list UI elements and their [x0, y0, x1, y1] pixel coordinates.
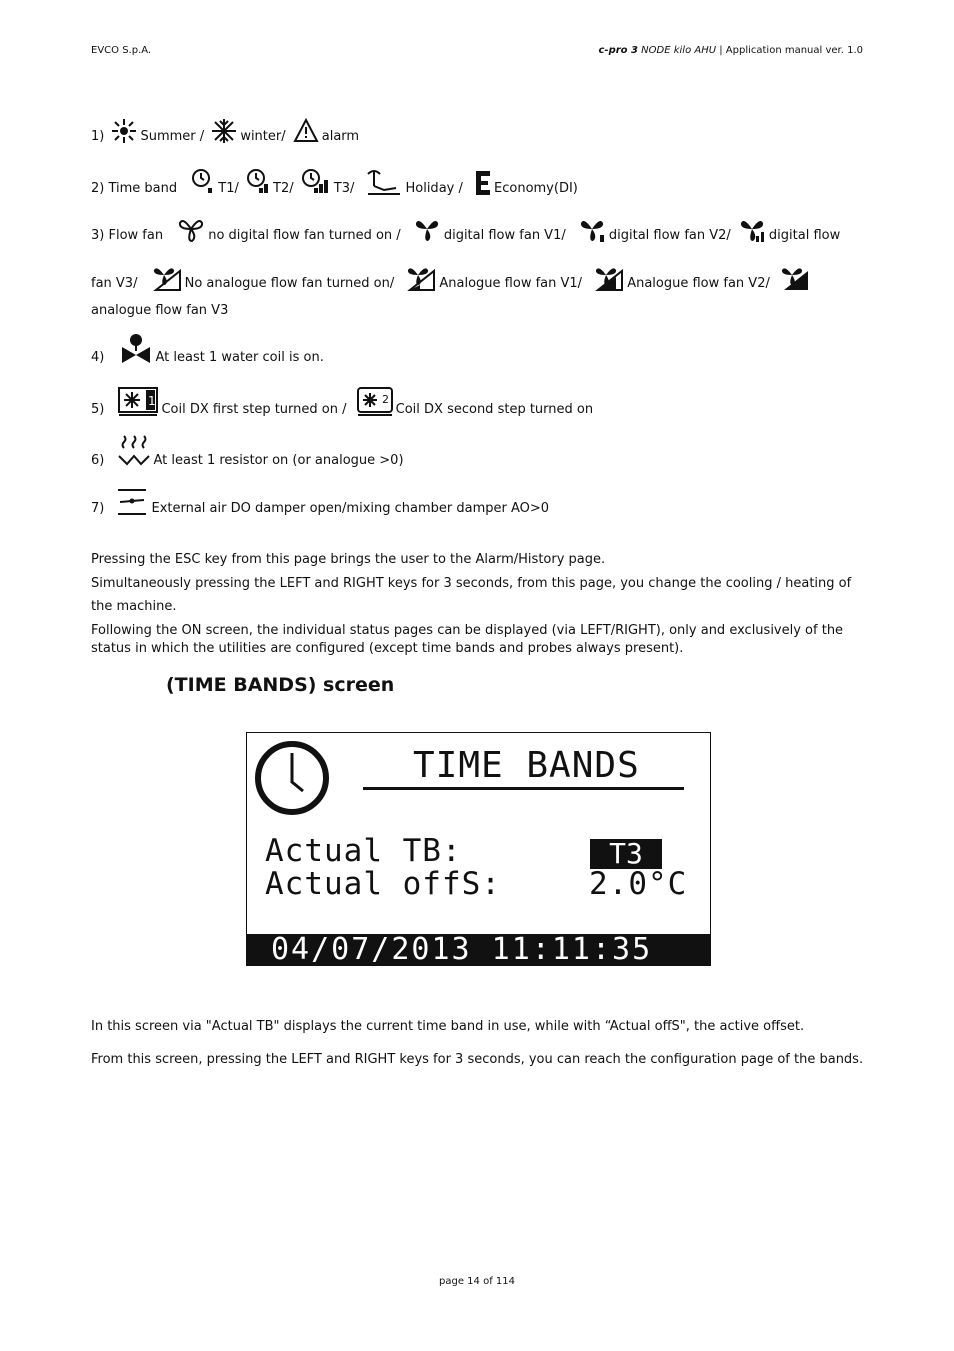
resistor-label: At least 1 resistor on (or analogue >0) — [153, 453, 404, 468]
legend-item-3b — [91, 263, 813, 291]
fan-analogue-off-label: No analogue flow fan turned on/ — [184, 276, 395, 291]
svg-text:2: 2 — [381, 393, 389, 406]
paragraph-cooling-heating: Simultaneously pressing the LEFT and RIGHT keys for 3 seconds, from this page, you change the cooling / heating of the machine. — [91, 576, 852, 614]
fan-off-icon — [177, 215, 205, 243]
t3-label: T3/ — [333, 181, 355, 196]
item-number: 6) — [91, 453, 105, 468]
economy-icon — [475, 170, 491, 196]
legend-item-4 — [91, 333, 324, 365]
product-name: c-pro 3 — [598, 45, 638, 56]
item-number: 2) Time band — [91, 181, 178, 196]
fan-analogue-v2-label: Analogue flow fan V2/ — [627, 276, 770, 291]
digital-flow-label: digital flow — [768, 228, 841, 243]
fan-analogue-v2-icon — [594, 263, 624, 291]
clock-t1-icon — [191, 168, 215, 196]
damper-label: External air DO damper open/mixing chamber damper AO>0 — [151, 501, 550, 516]
fan-v3-label: fan V3/ — [91, 276, 138, 291]
manual-version: | Application manual ver. 1.0 — [719, 45, 863, 56]
holiday-label: Holiday / — [405, 181, 463, 196]
item-number: 5) — [91, 402, 105, 417]
fan-off-label: no digital flow fan turned on / — [208, 228, 401, 243]
paragraph-esc: Pressing the ESC key from this page brings the user to the Alarm/History page. — [91, 552, 606, 567]
legend-item-6 — [91, 434, 404, 468]
sun-icon — [111, 118, 137, 144]
item-number: 1) — [91, 129, 105, 144]
paragraph-actual-tb: In this screen via "Actual TB" displays the current time band in use, while with “Actual offS", the active offset. — [91, 1019, 805, 1034]
fan-digital-v2-icon — [578, 215, 606, 243]
legend-item-1 — [91, 118, 359, 144]
fan-digital-v3-icon — [738, 215, 766, 243]
item-number: 4) — [91, 350, 105, 365]
lcd-actual-offs-label: Actual offS: — [265, 866, 501, 902]
legend-item-7 — [91, 488, 549, 516]
t1-label: T1/ — [218, 181, 239, 196]
item-number: 3) Flow fan — [91, 228, 164, 243]
t2-label: T2/ — [273, 181, 294, 196]
header-company: EVCO S.p.A. — [91, 45, 152, 56]
product-model: NODE kilo AHU — [641, 45, 717, 56]
coil-dx-step2-icon — [357, 387, 393, 417]
damper-icon — [116, 488, 148, 516]
winter-label: winter/ — [240, 129, 286, 144]
lcd-actual-tb-value: T3 — [590, 839, 662, 869]
clock-icon — [253, 739, 331, 821]
resistor-heat-icon — [118, 434, 150, 468]
coil-dx-step1-icon — [118, 387, 158, 417]
fan-analogue-off-icon — [152, 263, 182, 291]
legend-item-3c: analogue flow fan V3 — [91, 303, 229, 318]
summer-label: Summer / — [140, 129, 205, 144]
fan-digital-v2-label: digital flow fan V2/ — [608, 228, 731, 243]
paragraph-status-pages: Following the ON screen, the individual status pages can be displayed (via LEFT/RIGHT), only and exclusively of the status in which the utilities are configured (except time bands and probes always present). — [91, 623, 844, 656]
item-number: 7) — [91, 501, 105, 516]
fan-digital-v1-label: digital flow fan V1/ — [443, 228, 566, 243]
section-title: (TIME BANDS) screen — [166, 674, 395, 696]
snowflake-icon — [211, 118, 237, 144]
alarm-label: alarm — [321, 129, 360, 144]
paragraph-config-bands: From this screen, pressing the LEFT and RIGHT keys for 3 seconds, you can reach the configuration page of the bands. — [91, 1052, 864, 1067]
legend-item-5 — [91, 387, 593, 417]
lcd-title: TIME BANDS — [413, 745, 640, 786]
fan-digital-v1-icon — [413, 215, 441, 243]
clock-t3-icon — [301, 168, 331, 196]
fan-analogue-v1-label: Analogue flow fan V1/ — [439, 276, 583, 291]
header-product — [599, 45, 864, 56]
holiday-icon — [366, 168, 402, 196]
lcd-actual-offs-value: 2.0°C — [589, 866, 688, 902]
alarm-icon — [293, 118, 319, 144]
lcd-display — [246, 732, 711, 966]
clock-t2-icon — [246, 168, 270, 196]
lcd-datetime: 04/07/2013 11:11:35 — [247, 934, 710, 965]
page-number: page 14 of 114 — [439, 1276, 515, 1287]
economy-label: Economy(DI) — [494, 181, 578, 196]
lcd-actual-tb-label: Actual TB: — [265, 833, 462, 869]
fan-analogue-v3-icon — [780, 263, 810, 291]
fan-analogue-v1-icon — [406, 263, 436, 291]
lcd-title-underline — [363, 787, 684, 790]
legend-item-3 — [91, 215, 840, 243]
water-coil-icon — [120, 333, 152, 365]
coil-dx-step2-label: Coil DX second step turned on — [395, 402, 594, 417]
coil-dx-step1-label: Coil DX first step turned on / — [161, 402, 347, 417]
legend-item-2 — [91, 168, 578, 196]
water-coil-label: At least 1 water coil is on. — [155, 350, 324, 365]
svg-text:1: 1 — [148, 394, 157, 408]
